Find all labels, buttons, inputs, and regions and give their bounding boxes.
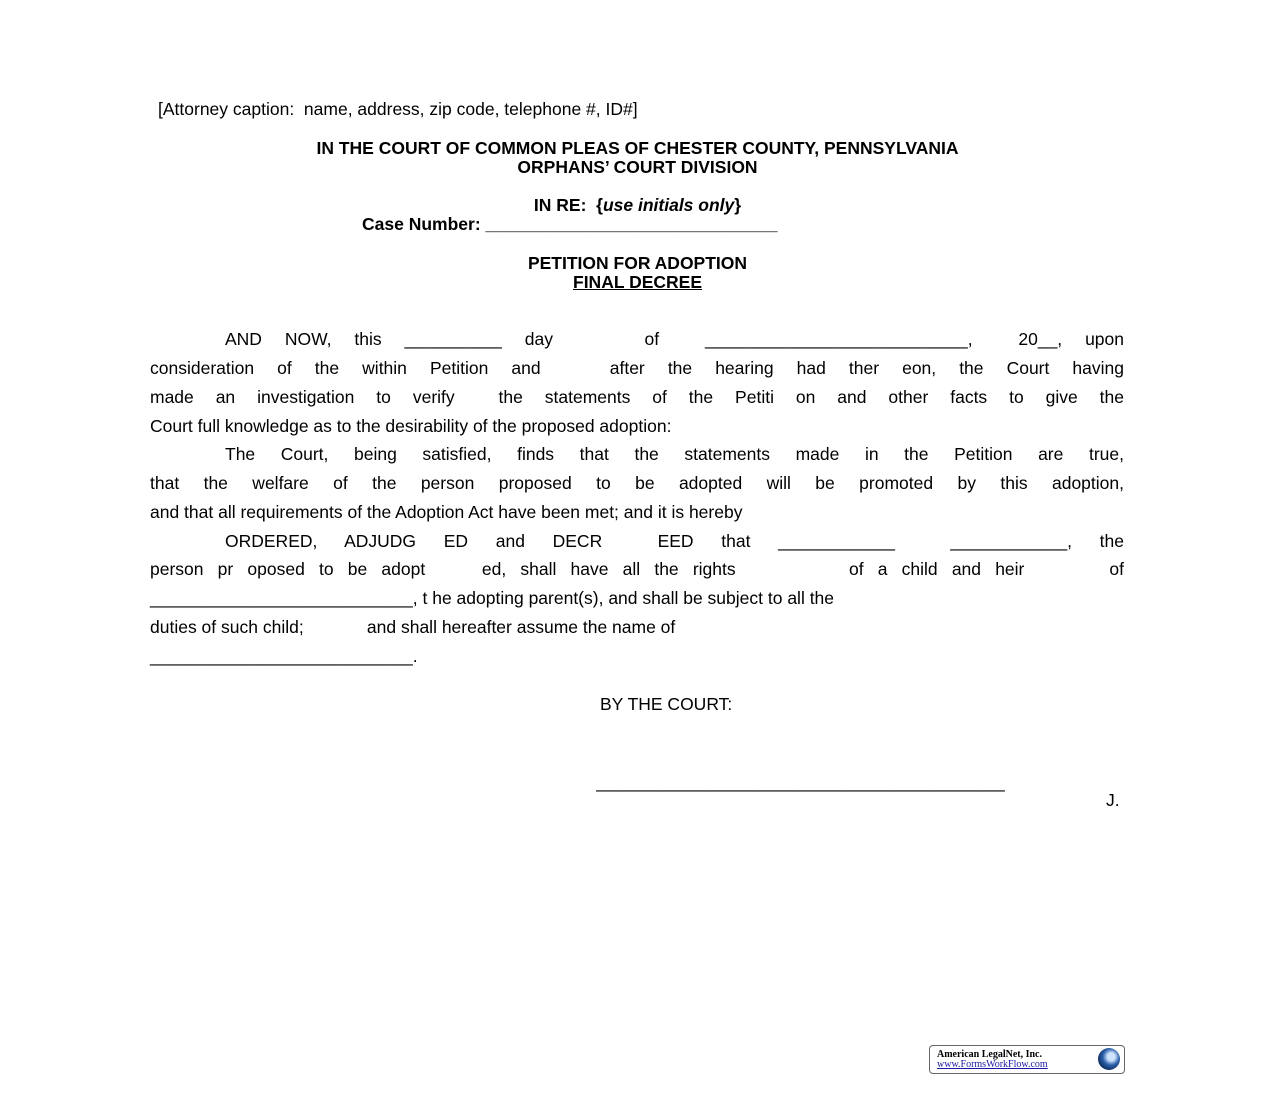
document-subtitle: FINAL DECREE [573, 272, 702, 292]
body-line: and that all requirements of the Adoption Act have been met; and it is hereby [150, 502, 743, 522]
signature-line: __________________________________________ [596, 772, 1005, 792]
body-line: consideration of the within Petition and after the hearing had ther eon, the Court having [150, 358, 1124, 378]
american-legalnet-logo [929, 1045, 1125, 1074]
body-line: person pr oposed to be adopt ed, shall have all the rights of a child and heir of [150, 559, 1124, 579]
in-re-close: } [734, 195, 742, 215]
case-number: Case Number: ______________________________ [362, 214, 778, 234]
logo-url-link[interactable]: www.FormsWorkFlow.com [937, 1059, 1048, 1070]
body-line: ORDERED, ADJUDG ED and DECR EED that ____________ ____________, the [225, 531, 1124, 551]
by-the-court: BY THE COURT: [600, 694, 733, 714]
court-name: IN THE COURT OF COMMON PLEAS OF CHESTER COUNTY, PENNSYLVANIA [316, 138, 959, 158]
body-line: ___________________________, t he adopting parent(s), and shall be subject to all the [150, 588, 835, 608]
in-re-placeholder: use initials only [602, 195, 735, 215]
body-line: Court full knowledge as to the desirability of the proposed adoption: [150, 416, 672, 436]
body-line: made an investigation to verify the statements of the Petiti on and other facts to give the [150, 387, 1124, 407]
body-line: ___________________________. [150, 646, 418, 666]
document-title: PETITION FOR ADOPTION [527, 253, 748, 273]
globe-icon [1098, 1048, 1120, 1070]
in-re-label: IN RE: { [533, 195, 603, 215]
body-line: that the welfare of the person proposed to be adopted will be promoted by this adoption, [150, 473, 1124, 493]
body-line: AND NOW, this __________ day of ___________________________, 20__, upon [225, 329, 1124, 349]
logo-company: American LegalNet, Inc. [937, 1049, 1042, 1060]
in-re-line [0, 195, 1275, 216]
court-division: ORPHANS’ COURT DIVISION [517, 157, 758, 177]
body-line: The Court, being satisfied, finds that the statements made in the Petition are true, [225, 444, 1124, 464]
attorney-caption: [Attorney caption: name, address, zip code, telephone #, ID#] [158, 99, 638, 119]
judge-suffix: J. [1106, 790, 1120, 810]
body-line: duties of such child; and shall hereafter assume the name of [150, 617, 676, 637]
